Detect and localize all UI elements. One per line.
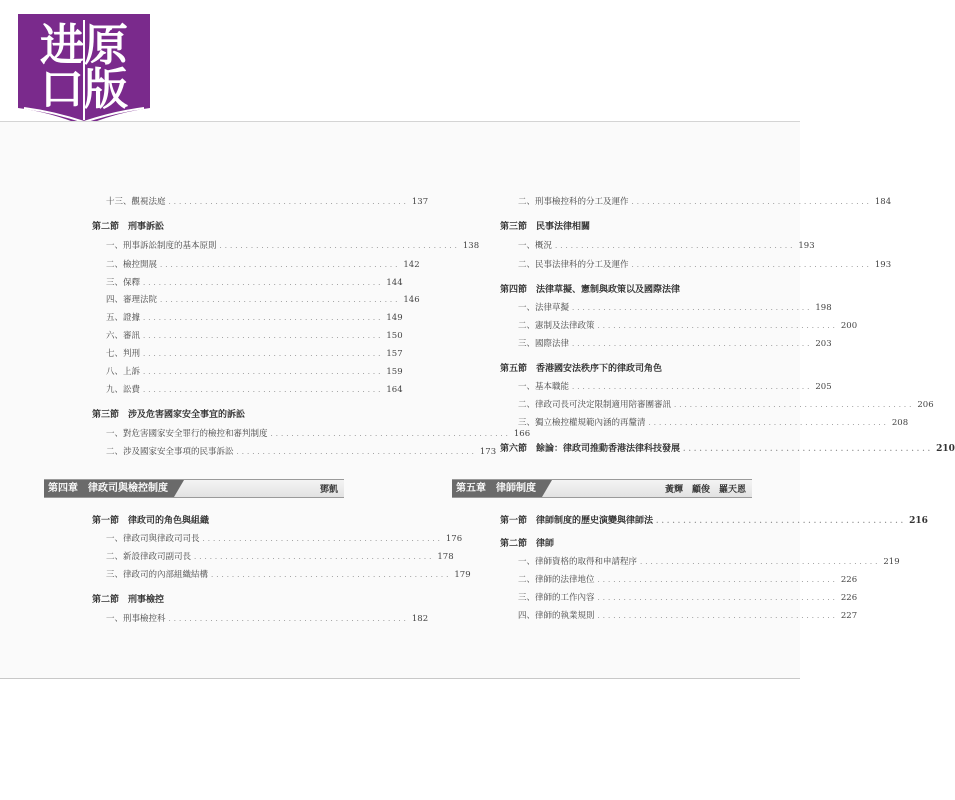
toc-entry: 二、律政司長可決定限制適用陪審團審訊 .............................................. 206 xyxy=(518,400,934,410)
section-heading: 第四節 法律草擬、憲制與政策以及國際法律 xyxy=(500,285,681,295)
toc-entry: 一、對危害國家安全罪行的檢控和審判制度 .............................................. 166 xyxy=(106,429,531,439)
chapter-banner xyxy=(452,479,752,498)
toc-entry: 六、審訊 .............................................. 150 xyxy=(106,331,403,341)
toc-entry: 三、國際法律 .............................................. 203 xyxy=(518,339,832,349)
toc-entry: 一、刑事檢控科 .............................................. 182 xyxy=(106,614,429,624)
toc-entry: 四、審理法院 .............................................. 146 xyxy=(106,295,420,305)
badge-line1: 进原 xyxy=(40,20,128,71)
section-heading: 第五節 香港國安法秩序下的律政司角色 xyxy=(500,364,663,374)
toc-entry: 二、民事法律科的分工及運作 .............................................. 193 xyxy=(518,260,892,270)
section-heading: 第三節 民事法律相關 xyxy=(500,222,591,232)
book-badge-icon xyxy=(18,14,150,126)
chapter-banner xyxy=(44,479,344,498)
import-original-badge xyxy=(18,14,150,126)
toc-entry: 二、憲制及法律政策 .............................................. 200 xyxy=(518,321,858,331)
toc-entry: 九、訟費 .............................................. 164 xyxy=(106,385,403,395)
toc-entry: 三、保釋 .............................................. 144 xyxy=(106,278,403,288)
toc-entry: 七、判刑 .............................................. 157 xyxy=(106,349,403,359)
section-heading: 第二節 刑事訴訟 xyxy=(92,222,165,232)
toc-entry: 二、新設律政司副司長 .............................................. 178 xyxy=(106,552,454,562)
toc-entry: 三、獨立檢控權規範內涵的再釐清 .............................................. 208 xyxy=(518,418,909,428)
toc-section-entry: 第一節 律師制度的歷史演變與律師法 .............................................. 216 xyxy=(500,516,928,526)
chapter-title: 第五章 律師制度 xyxy=(452,480,542,497)
section-heading: 第三節 涉及危害國家安全事宜的訴訟 xyxy=(92,410,246,420)
section-heading: 第二節 律師 xyxy=(500,539,555,549)
toc-entry: 二、律師的法律地位 .............................................. 226 xyxy=(518,575,858,585)
toc-entry: 一、律師資格的取得和申請程序 .............................................. 219 xyxy=(518,557,900,567)
chapter-authors: 鄧凱 xyxy=(319,485,338,495)
toc-entry: 二、檢控開展 .............................................. 142 xyxy=(106,260,420,270)
section-heading: 第二節 刑事檢控 xyxy=(92,595,165,605)
toc-entry: 三、律師的工作內容 .............................................. 226 xyxy=(518,593,858,603)
chapter-title: 第四章 律政司與檢控制度 xyxy=(44,480,174,497)
chapter-banner-tail xyxy=(542,480,552,497)
toc-entry: 五、證據 .............................................. 149 xyxy=(106,313,403,323)
toc-entry: 十三、觀視法庭 .............................................. 137 xyxy=(106,197,429,207)
section-heading: 第一節 律政司的角色與組織 xyxy=(92,516,210,526)
toc-entry: 三、律政司的內部組織結構 .............................................. 179 xyxy=(106,570,471,580)
toc-entry: 一、基本職能 .............................................. 205 xyxy=(518,382,832,392)
chapter-authors: 黃輝 顧俊 羅天恩 xyxy=(664,485,746,495)
toc-entry: 八、上訴 .............................................. 159 xyxy=(106,367,403,377)
toc-page-spread xyxy=(0,121,955,679)
toc-entry: 二、刑事檢控科的分工及運作 .............................................. 184 xyxy=(518,197,892,207)
toc-entry: 四、律師的執業規則 .............................................. 227 xyxy=(518,611,858,621)
toc-entry: 一、概況 .............................................. 193 xyxy=(518,241,815,251)
toc-entry: 一、刑事訴訟制度的基本原則 .............................................. 138 xyxy=(106,241,480,251)
toc-section-entry: 第六節 餘論：律政司推動香港法律科技發展 .............................................. 210 xyxy=(500,444,955,454)
chapter-banner-tail xyxy=(174,480,184,497)
toc-entry: 一、法律草擬 .............................................. 198 xyxy=(518,303,832,313)
toc-entry: 一、律政司與律政司司長 .............................................. 176 xyxy=(106,534,463,544)
toc-entry: 二、涉及國家安全事項的民事訴訟 .............................................. 173 xyxy=(106,447,497,457)
badge-line2: 口版 xyxy=(40,64,128,115)
